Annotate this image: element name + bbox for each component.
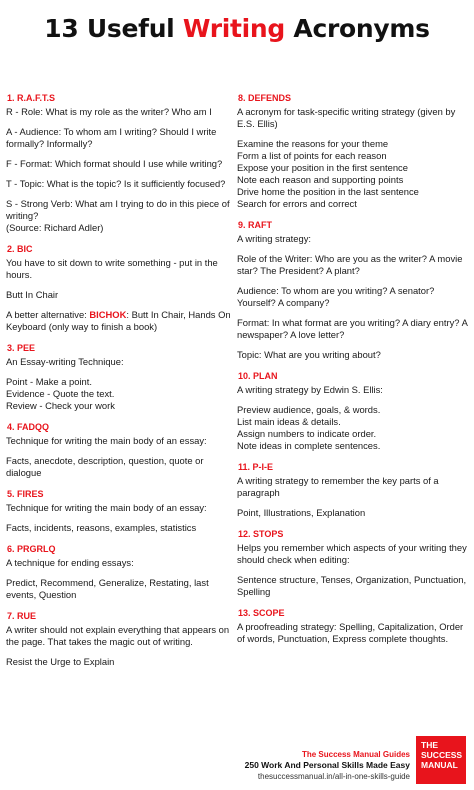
bichok-highlight: BICHOK: [89, 309, 127, 320]
section-text: Topic: What are you writing about?: [237, 349, 381, 360]
section-pie: [237, 462, 471, 519]
section-text: Technique for writing the main body of an essay:: [6, 502, 207, 513]
section-heading: 5. FIRES: [7, 489, 44, 499]
section-text: A writer should not explain everything that appears on the page. That takes the magic out of writing.: [6, 624, 230, 647]
section-text: (Source: Richard Adler): [6, 222, 104, 233]
section-heading: 7. RUE: [7, 611, 37, 621]
section-text: Facts, incidents, reasons, examples, statistics: [6, 522, 197, 533]
section-prgrlq: [6, 544, 232, 601]
footer-text: [245, 749, 410, 782]
section-text: Point - Make a point.: [6, 376, 92, 387]
section-text: Assign numbers to indicate order.: [237, 428, 377, 439]
section-text: Point, Illustrations, Explanation: [237, 507, 366, 518]
section-plan: [237, 371, 471, 452]
section-stops: [237, 529, 471, 598]
section-text: Examine the reasons for your theme: [237, 138, 389, 149]
section-text: A technique for ending essays:: [6, 557, 134, 568]
section-text: Helps you remember which aspects of your writing they should check when editing:: [237, 542, 467, 565]
section-heading: 12. STOPS: [238, 529, 284, 539]
section-text: A acronym for task-specific writing strategy (given by E.S. Ellis): [237, 106, 456, 129]
section-text: Technique for writing the main body of an essay:: [6, 435, 207, 446]
section-heading: 8. DEFENDS: [238, 93, 292, 103]
section-text: Form a list of points for each reason: [237, 150, 387, 161]
section-text: List main ideas & details.: [237, 416, 341, 427]
page-title: [0, 14, 474, 43]
section-text: Format: In what format are you writing? A diary entry? A newspaper? A love letter?: [237, 317, 468, 340]
title-post: Acronyms: [285, 14, 430, 43]
section-text: A writing strategy to remember the key parts of a paragraph: [237, 475, 439, 498]
section-text: F - Format: Which format should I use while writing?: [6, 158, 223, 169]
section-text: Audience: To whom are you writing? A senator? Yourself? A company?: [237, 285, 435, 308]
section-rafts: [6, 93, 232, 234]
section-rue: [6, 611, 232, 668]
section-pee: [6, 343, 232, 412]
section-text: Expose your position in the first sentence: [237, 162, 408, 173]
logo-line: SUCCESS: [421, 750, 463, 760]
section-text: R - Role: What is my role as the writer? Who am I: [6, 106, 212, 117]
left-column: [6, 93, 232, 678]
section-text: [6, 309, 232, 333]
section-heading: 13. SCOPE: [238, 608, 285, 618]
section-bic: [6, 244, 232, 333]
section-fires: [6, 489, 232, 534]
section-text: A writing strategy by Edwin S. Ellis:: [237, 384, 383, 395]
section-text: Preview audience, goals, & words.: [237, 404, 381, 415]
section-text: Evidence - Quote the text.: [6, 388, 115, 399]
bic-extra-post: : Butt In Chair, Hands On Keyboard (only way to finish a book): [6, 309, 231, 332]
section-defends: [237, 93, 471, 210]
section-text: A proofreading strategy: Spelling, Capitalization, Order of words, Punctuation, Express complete thoughts.: [237, 621, 464, 644]
section-text: Predict, Recommend, Generalize, Restating, last events, Question: [6, 577, 209, 600]
section-heading: 11. P-I-E: [238, 462, 274, 472]
logo-line: MANUAL: [421, 760, 458, 770]
section-text: You have to sit down to write something - put in the hours.: [6, 257, 218, 280]
title-pre: 13 Useful: [44, 14, 183, 43]
right-column: [237, 93, 471, 655]
section-text: T - Topic: What is the topic? Is it sufficiently focused?: [6, 178, 226, 189]
section-text: Role of the Writer: Who are you as the writer? A movie star? The President? A plant?: [237, 253, 463, 276]
section-text: Drive home the position in the last sentence: [237, 186, 419, 197]
section-text: Review - Check your work: [6, 400, 115, 411]
section-text: A writing strategy:: [237, 233, 311, 244]
section-text: A - Audience: To whom am I writing? Should I write formally? Informally?: [6, 126, 217, 149]
footer-brand: The Success Manual Guides: [301, 750, 410, 759]
section-text: Sentence structure, Tenses, Organization, Punctuation, Spelling: [237, 574, 467, 597]
section-text: S - Strong Verb: What am I trying to do in this piece of writing?: [6, 198, 230, 221]
footer: [245, 736, 466, 784]
section-heading: 4. FADQQ: [7, 422, 50, 432]
section-text: Search for errors and correct: [237, 198, 357, 209]
section-heading: 1. R.A.F.T.S: [7, 93, 56, 103]
section-scope: [237, 608, 471, 645]
footer-tagline: 250 Work And Personal Skills Made Easy: [244, 760, 410, 770]
section-fadqq: [6, 422, 232, 479]
section-text: Note each reason and supporting points: [237, 174, 404, 185]
section-heading: 3. PEE: [7, 343, 36, 353]
section-text: Facts, anecdote, description, question, quote or dialogue: [6, 455, 204, 478]
logo-line: THE: [421, 740, 438, 750]
footer-url[interactable]: thesuccessmanual.in/all-in-one-skills-guide: [257, 772, 410, 781]
section-heading: 10. PLAN: [238, 371, 278, 381]
section-text: Butt In Chair: [6, 289, 59, 300]
section-heading: 9. RAFT: [238, 220, 273, 230]
success-manual-logo: [416, 736, 466, 784]
section-heading: 6. PRGRLQ: [7, 544, 56, 554]
section-raft: [237, 220, 471, 361]
section-text: Resist the Urge to Explain: [6, 656, 115, 667]
bic-extra-pre: A better alternative:: [6, 309, 90, 320]
section-heading: 2. BIC: [7, 244, 33, 254]
title-highlight: Writing: [182, 14, 286, 43]
section-text: Note ideas in complete sentences.: [237, 440, 381, 451]
section-text: An Essay-writing Technique:: [6, 356, 124, 367]
